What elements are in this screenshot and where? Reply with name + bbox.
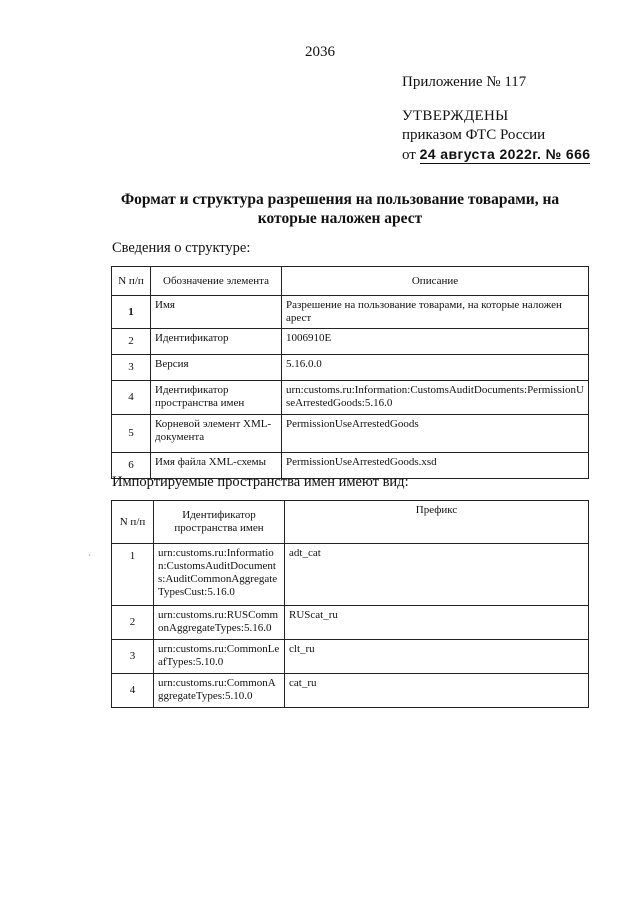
table-row (112, 544, 589, 606)
row-number: 3 (112, 355, 151, 381)
element-description: 1006910E (282, 329, 589, 355)
table-row (112, 381, 589, 415)
namespace-prefix: adt_cat (285, 544, 589, 606)
row-number: 1 (112, 296, 151, 329)
namespace-prefix: cat_ru (285, 674, 589, 708)
column-header: N п/п (112, 267, 151, 296)
column-header: N п/п (112, 501, 154, 544)
structure-heading: Сведения о структуре: (112, 240, 251, 256)
order-date-line (402, 146, 590, 164)
scan-mark: ˏ (88, 546, 91, 556)
namespace-id: urn:customs.ru:Information:CustomsAuditDocuments:AuditCommonAggregateTypesCust:5.16.0 (154, 544, 285, 606)
structure-table (111, 266, 589, 479)
element-description: PermissionUseArrestedGoods (282, 415, 589, 453)
namespaces-heading: Импортируемые пространства имен имеют вид: (112, 474, 409, 490)
element-name: Идентификатор (151, 329, 282, 355)
document-title: Формат и структура разрешения на пользование товарами, на которые наложен арест (120, 191, 560, 227)
namespace-prefix: RUScat_ru (285, 606, 589, 640)
order-line: приказом ФТС России (402, 127, 546, 143)
table-row (112, 640, 589, 674)
element-name: Версия (151, 355, 282, 381)
row-number: 6 (112, 453, 151, 479)
element-description: 5.16.0.0 (282, 355, 589, 381)
table-row (112, 329, 589, 355)
table-row (112, 355, 589, 381)
row-number: 2 (112, 606, 154, 640)
table-header-row (112, 501, 589, 544)
table-row (112, 674, 589, 708)
namespace-id: urn:customs.ru:CommonAggregateTypes:5.10.0 (154, 674, 285, 708)
table-row (112, 296, 589, 329)
row-number: 3 (112, 640, 154, 674)
column-header: Префикс (285, 501, 589, 544)
row-number: 2 (112, 329, 151, 355)
element-name: Корневой элемент XML-документа (151, 415, 282, 453)
row-number: 5 (112, 415, 151, 453)
namespace-id: urn:customs.ru:RUSCommonAggregateTypes:5.16.0 (154, 606, 285, 640)
row-number: 4 (112, 381, 151, 415)
date-prefix: от (402, 147, 416, 163)
namespace-id: urn:customs.ru:CommonLeafTypes:5.10.0 (154, 640, 285, 674)
element-description: PermissionUseArrestedGoods.xsd (282, 453, 589, 479)
element-description: urn:customs.ru:Information:CustomsAuditDocuments:PermissionUseArrestedGoods:5.16.0 (282, 381, 589, 415)
row-number: 4 (112, 674, 154, 708)
row-number: 1 (112, 544, 154, 606)
namespace-prefix: clt_ru (285, 640, 589, 674)
element-name: Имя файла XML-схемы (151, 453, 282, 479)
element-description: Разрешение на пользование товарами, на которые наложен арест (282, 296, 589, 329)
table-row (112, 606, 589, 640)
approved-label: УТВЕРЖДЕНЫ (402, 108, 509, 124)
table-header-row (112, 267, 589, 296)
element-name: Идентификатор пространства имен (151, 381, 282, 415)
column-header: Идентификатор пространства имен (154, 501, 285, 544)
table-row (112, 415, 589, 453)
appendix-label: Приложение № 117 (402, 74, 527, 90)
namespaces-table (111, 500, 589, 708)
handwritten-date: 24 августа 2022г. № 666 (419, 146, 591, 162)
column-header: Описание (282, 267, 589, 296)
element-name: Имя (151, 296, 282, 329)
column-header: Обозначение элемента (151, 267, 282, 296)
page-number: 2036 (305, 44, 335, 60)
